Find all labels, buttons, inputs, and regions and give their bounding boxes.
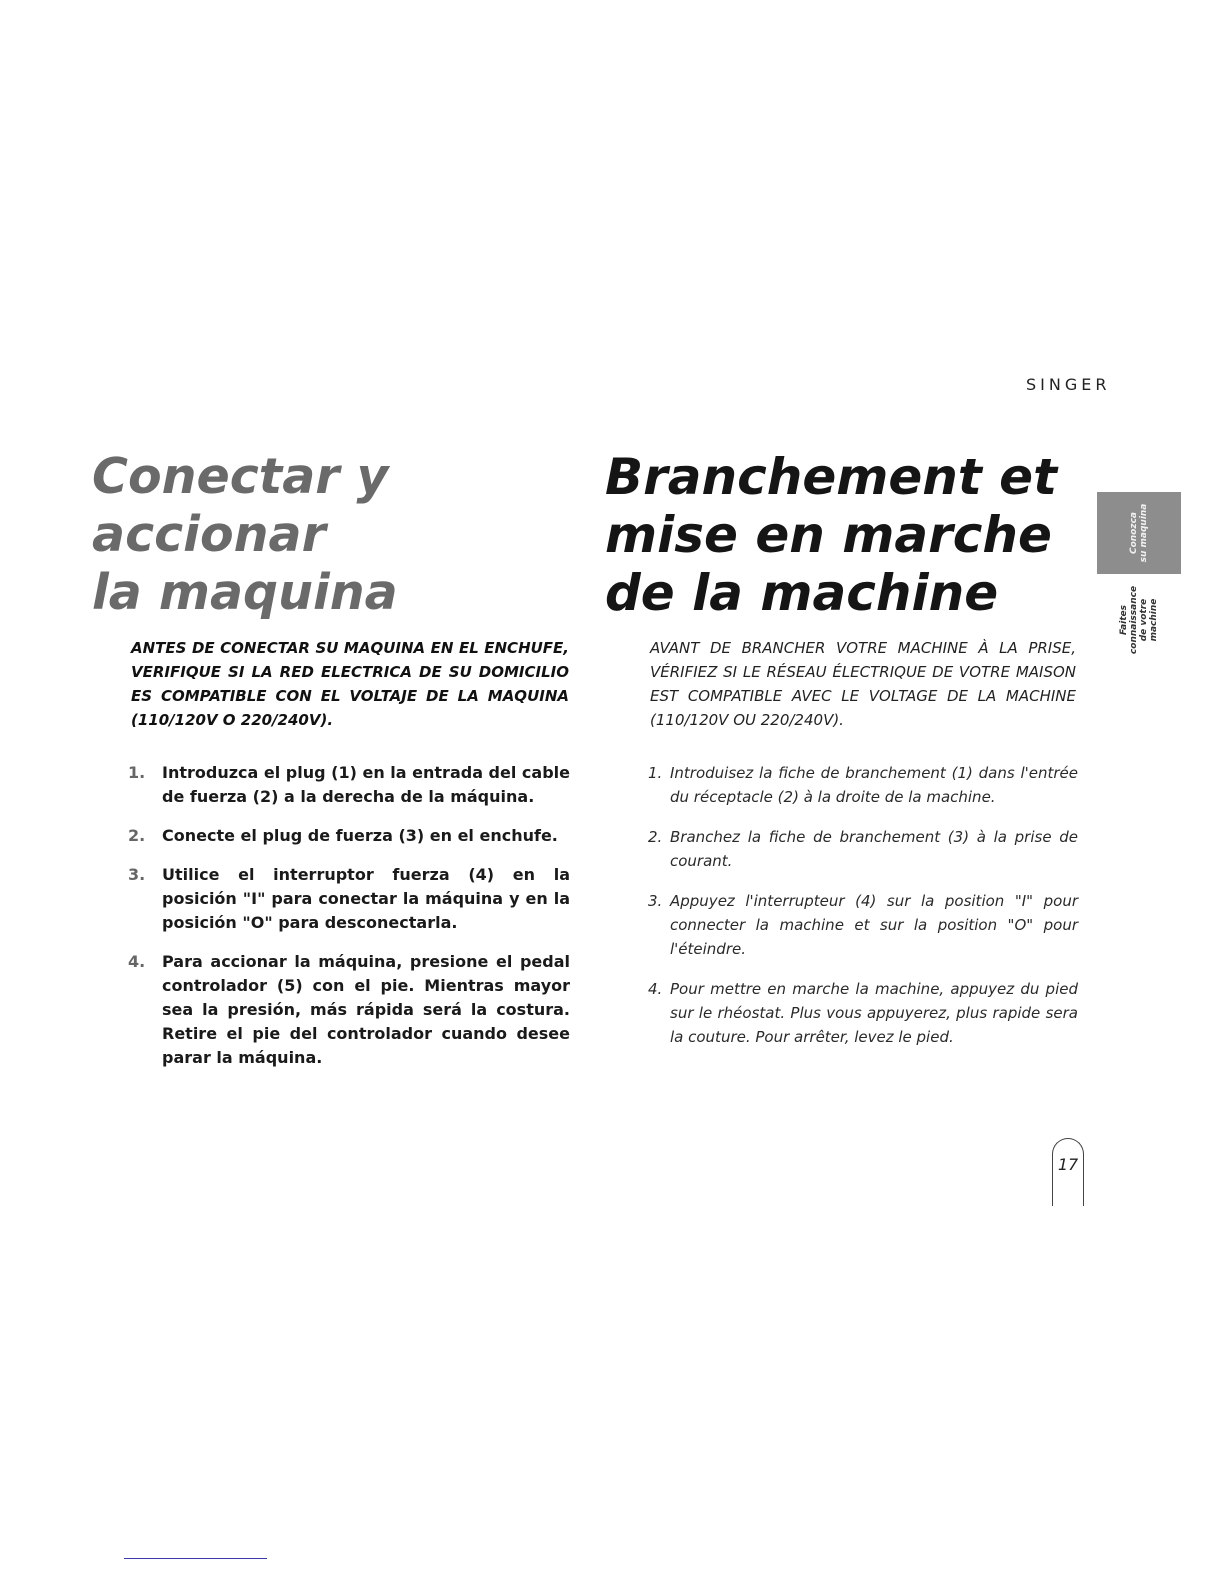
section-tab-label bbox=[1129, 504, 1149, 563]
step-number: 2. bbox=[128, 826, 146, 845]
section-tab-line: su maquina bbox=[1139, 503, 1149, 563]
section-tab-line: Conozca bbox=[1129, 511, 1139, 555]
spanish-title bbox=[92, 448, 398, 622]
step-number: 4. bbox=[648, 980, 663, 998]
section-caption-line: de votre bbox=[1139, 598, 1149, 642]
spanish-title-line: la maquina bbox=[92, 564, 398, 621]
step-number: 2. bbox=[648, 828, 663, 846]
step-text: Appuyez l'interrupteur (4) sur la position "I" pour connecter la machine et sur la position "O" pour l'éteindre. bbox=[670, 892, 1078, 958]
step-text: Para accionar la máquina, presione el pedal controlador (5) con el pie. Mientras mayor sea la presión, más rápida será la costura. Retire el pie del controlador cuando desee parar la máquina. bbox=[162, 952, 570, 1067]
step-number: 1. bbox=[128, 763, 146, 782]
french-title-line: Branchement et bbox=[605, 448, 1057, 506]
brand-logo-text: SINGER bbox=[1026, 375, 1111, 394]
section-caption-line: machine bbox=[1149, 598, 1159, 642]
french-title bbox=[605, 448, 1057, 622]
step-text: Introduzca el plug (1) en la entrada del cable de fuerza (2) a la derecha de la máquina. bbox=[162, 763, 570, 806]
step-text: Pour mettre en marche la machine, appuyez du pied sur le rhéostat. Plus vous appuyerez, plus rapide sera la couture. Pour arrêter, levez le pied. bbox=[670, 980, 1078, 1046]
french-step bbox=[648, 825, 1078, 873]
step-number: 3. bbox=[128, 865, 146, 884]
spanish-title-line: accionar bbox=[92, 506, 326, 563]
step-text: Utilice el interruptor fuerza (4) en la posición "I" para conectar la máquina y en la posición "O" para desconectarla. bbox=[162, 865, 570, 932]
step-text: Conecte el plug de fuerza (3) en el enchufe. bbox=[162, 826, 558, 845]
spanish-title-line: Conectar y bbox=[92, 448, 389, 505]
spanish-step bbox=[128, 950, 570, 1070]
spanish-step bbox=[128, 761, 570, 809]
step-text: Branchez la fiche de branchement (3) à la prise de courant. bbox=[670, 828, 1078, 870]
footer-rule bbox=[124, 1558, 267, 1559]
step-number: 1. bbox=[648, 764, 663, 782]
french-warning: AVANT DE BRANCHER VOTRE MACHINE À LA PRISE, VÉRIFIEZ SI LE RÉSEAU ÉLECTRIQUE DE VOTRE MAISON EST COMPATIBLE AVEC LE VOLTAGE DE LA MACHINE (110/120V OU 220/240V). bbox=[650, 639, 1076, 729]
section-tab bbox=[1097, 492, 1181, 574]
french-steps-list bbox=[648, 761, 1078, 1065]
section-caption-line: connaissance bbox=[1129, 585, 1139, 655]
section-caption-french bbox=[1119, 586, 1159, 654]
step-text: Introduisez la fiche de branchement (1) dans l'entrée du réceptacle (2) à la droite de la machine. bbox=[670, 764, 1078, 806]
step-number: 3. bbox=[648, 892, 663, 910]
spanish-step bbox=[128, 863, 570, 935]
french-title-line: mise en marche bbox=[605, 506, 1052, 564]
french-step bbox=[648, 977, 1078, 1049]
french-step bbox=[648, 761, 1078, 809]
section-caption-line: Faites bbox=[1119, 604, 1129, 636]
step-number: 4. bbox=[128, 952, 146, 971]
spanish-warning: ANTES DE CONECTAR SU MAQUINA EN EL ENCHUFE, VERIFIQUE SI LA RED ELECTRICA DE SU DOMICILIO ES COMPATIBLE CON EL VOLTAJE DE LA MAQUINA (110/120V O 220/240V). bbox=[131, 639, 569, 729]
page-number: 17 bbox=[1057, 1155, 1079, 1174]
spanish-step bbox=[128, 824, 570, 848]
french-step bbox=[648, 889, 1078, 961]
page-number-tab bbox=[1052, 1138, 1084, 1206]
french-title-line: de la machine bbox=[605, 564, 999, 622]
spanish-steps-list bbox=[128, 761, 570, 1085]
